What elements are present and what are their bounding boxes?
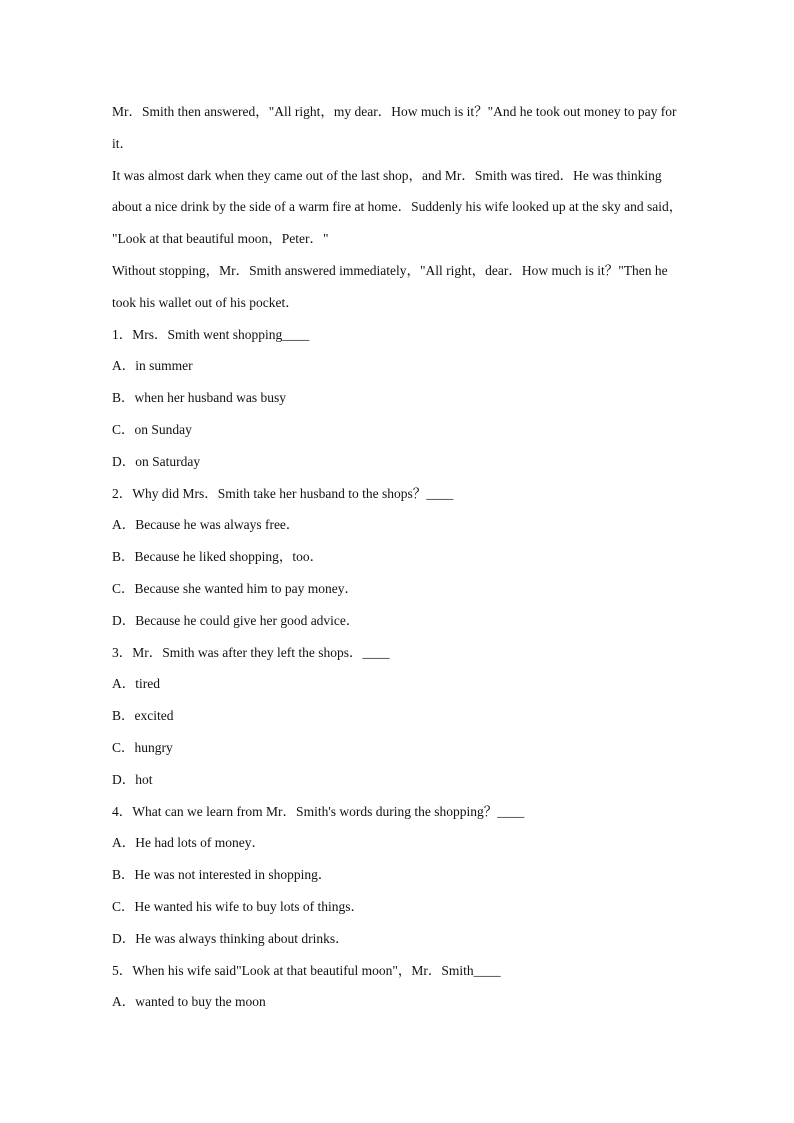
question-1 [112, 319, 712, 478]
passage-line: It was almost dark when they came out of the last shop，and Mr．Smith was tired．He was thinking [112, 167, 662, 183]
question-3 [112, 637, 712, 796]
passage-line: took his wallet out of his pocket． [112, 294, 299, 310]
answer-option: B．Because he liked shopping，too． [112, 549, 324, 565]
passage-line: it． [112, 135, 134, 151]
reading-passage [112, 96, 712, 319]
passage-line: about a nice drink by the side of a warm fire at home．Suddenly his wife looked up at the sky and said， [112, 199, 683, 215]
answer-option: B．He was not interested in shopping． [112, 867, 332, 883]
question-stem: 2．Why did Mrs．Smith take her husband to the shops？____ [112, 485, 454, 501]
answer-option: A．tired [112, 676, 160, 692]
question-5 [112, 955, 712, 1019]
answer-option: A．wanted to buy the moon [112, 994, 266, 1010]
question-stem: 3．Mr．Smith was after they left the shops．____ [112, 644, 390, 660]
passage-line: Mr．Smith then answered，"All right，my dear．How much is it？"And he took out money to pay for [112, 104, 677, 119]
answer-option: C．on Sunday [112, 421, 192, 437]
question-stem: 4．What can we learn from Mr．Smith's words during the shopping？____ [112, 803, 525, 819]
answer-option: D．Because he could give her good advice． [112, 612, 360, 628]
answer-option: C．He wanted his wife to buy lots of things． [112, 898, 364, 914]
answer-option: A．in summer [112, 358, 193, 374]
answer-option: D．He was always thinking about drinks． [112, 930, 349, 946]
passage-line: "Look at that beautiful moon，Peter．" [112, 231, 329, 247]
passage-line: Without stopping，Mr．Smith answered immediately，"All right，dear．How much is it？"Then he [112, 262, 668, 278]
question-stem: 5．When his wife said"Look at that beautiful moon"，Mr．Smith____ [112, 962, 501, 978]
answer-option: D．on Saturday [112, 453, 201, 469]
answer-option: C．hungry [112, 739, 173, 755]
answer-option: A．Because he was always free． [112, 517, 300, 533]
answer-option: B．excited [112, 708, 174, 724]
question-4 [112, 796, 712, 955]
answer-option: D．hot [112, 771, 153, 787]
question-2 [112, 478, 712, 637]
question-stem: 1．Mrs．Smith went shopping____ [112, 326, 310, 342]
document-body [112, 96, 712, 1018]
answer-option: B．when her husband was busy [112, 390, 286, 406]
answer-option: A．He had lots of money． [112, 835, 265, 851]
answer-option: C．Because she wanted him to pay money． [112, 580, 358, 596]
